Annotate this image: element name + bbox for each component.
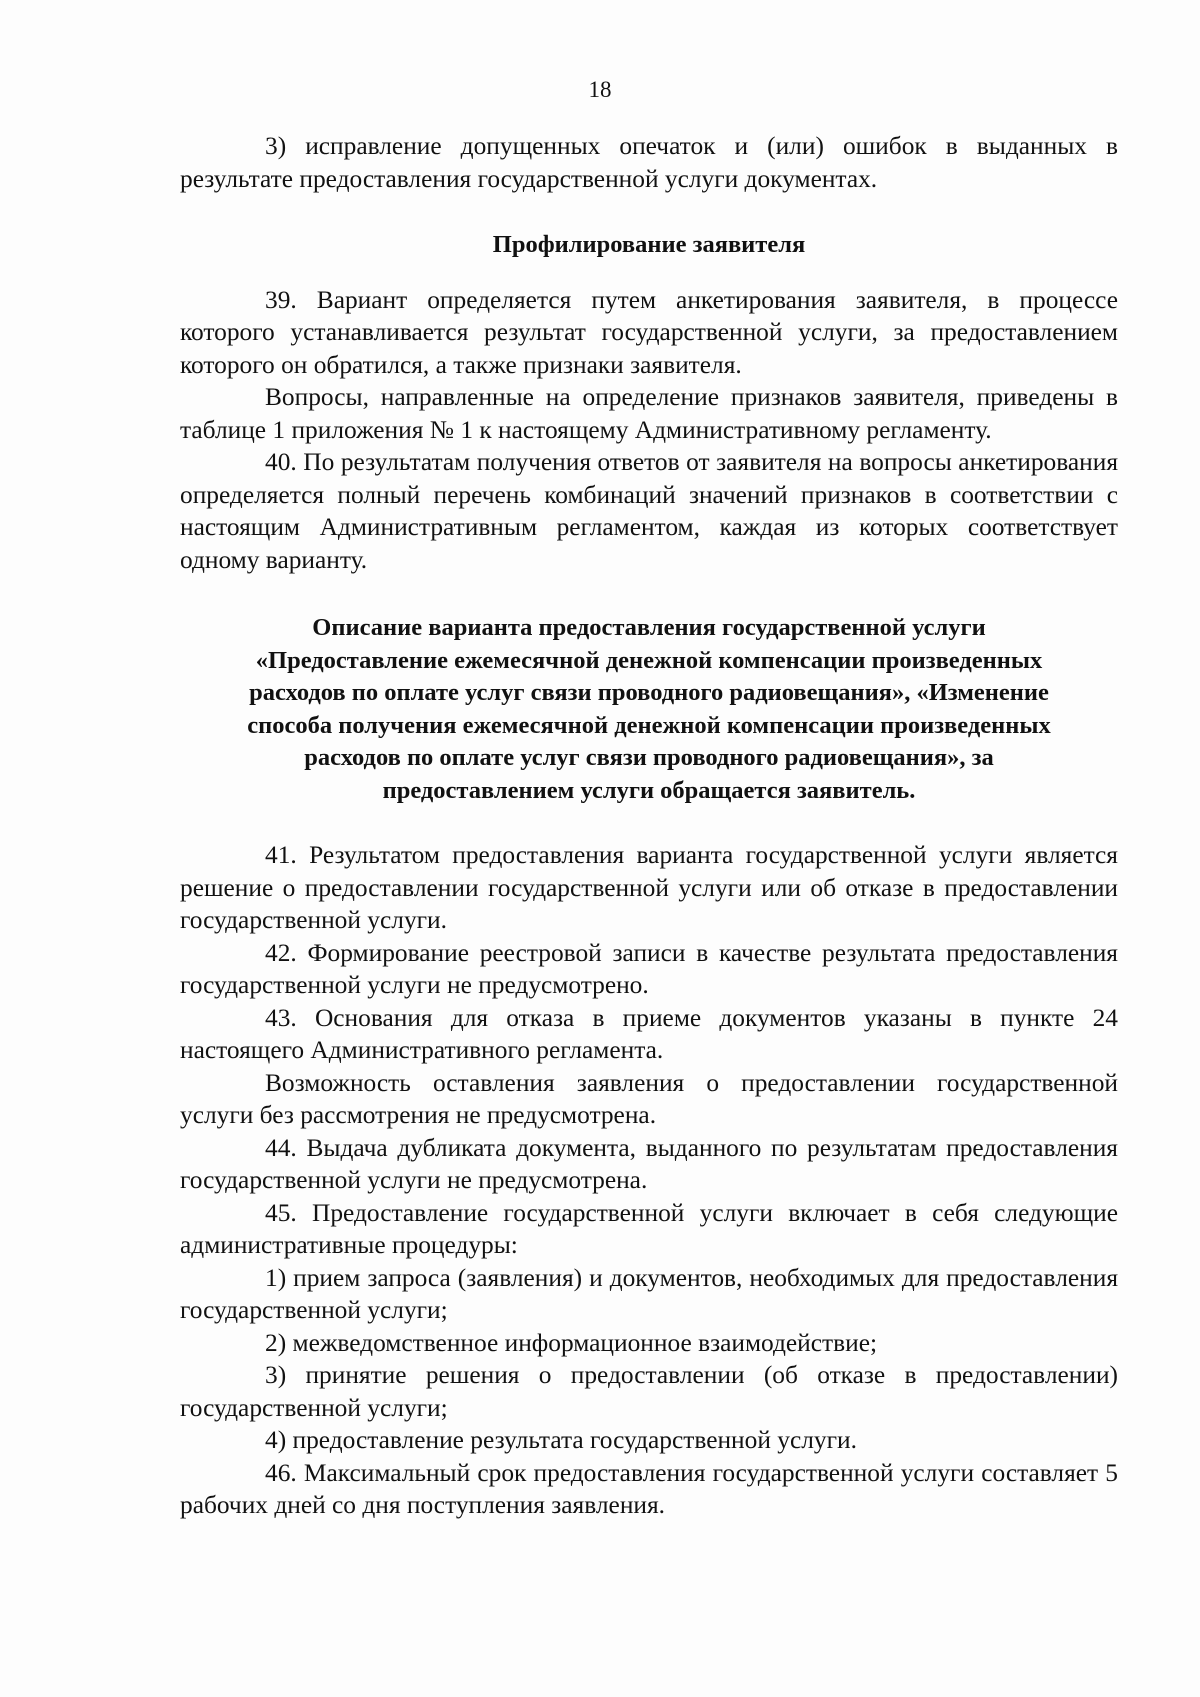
heading-line: способа получения ежемесячной денежной компенсации произведенных (247, 711, 1051, 739)
section-heading-profiling: Профилирование заявителя (492, 231, 806, 258)
heading-line: «Предоставление ежемесячной денежной компенсации произведенных (255, 646, 1043, 674)
paragraph-42: 42. Формирование реестровой записи в качестве результата предоставления государственной услуги не предусмотрено. (180, 938, 1118, 999)
heading-line: предоставлением услуги обращается заявитель. (382, 776, 916, 804)
paragraph-46: 46. Максимальный срок предоставления государственной услуги составляет 5 рабочих дней со дня поступления заявления. (180, 1458, 1118, 1519)
document-body (180, 130, 1118, 1522)
section-heading-variant-description (180, 612, 1118, 807)
heading-line: расходов по оплате услуг связи проводного радиовещания», за (304, 744, 994, 771)
paragraph-39: 39. Вариант определяется путем анкетирования заявителя, в процессе которого устанавливается результат государственной услуги, за предоставлением которого он обратился, а также признаки заявителя. (180, 285, 1118, 379)
paragraph-45: 45. Предоставление государственной услуги включает в себя следующие административные процедуры: (180, 1198, 1118, 1259)
paragraph-no-review: Возможность оставления заявления о предоставлении государственной услуги без рассмотрения не предусмотрена. (180, 1068, 1118, 1129)
list-item-procedure-2: 2) межведомственное информационное взаимодействие; (265, 1328, 878, 1357)
page-number: 18 (588, 77, 612, 102)
list-item-procedure-3: 3) принятие решения о предоставлении (об отказе в предоставлении) государственной услуги; (180, 1361, 1118, 1422)
paragraph-43: 43. Основания для отказа в приеме документов указаны в пункте 24 настоящего Административного регламента. (180, 1003, 1118, 1064)
paragraph-41: 41. Результатом предоставления варианта государственной услуги является решение о предоставлении государственной услуги или об отказе в предоставлении государственной услуги. (180, 841, 1118, 934)
heading-line: расходов по оплате услуг связи проводного радиовещания», «Изменение (249, 679, 1049, 706)
list-item-procedure-1: 1) прием запроса (заявления) и документов, необходимых для предоставления государственной услуги; (180, 1263, 1118, 1324)
paragraph-44: 44. Выдача дубликата документа, выданного по результатам предоставления государственной услуги не предусмотрена. (180, 1133, 1118, 1194)
paragraph-item-3-correction: 3) исправление допущенных опечаток и (или) ошибок в выданных в результате предоставления государственной услуги документах. (180, 132, 1118, 193)
heading-line: Описание варианта предоставления государственной услуги (312, 614, 986, 641)
paragraph-40: 40. По результатам получения ответов от заявителя на вопросы анкетирования определяется полный перечень комбинаций значений признаков в соответствии с настоящим Административным регламентом, каждая из которых соответствует одному варианту. (180, 448, 1118, 574)
paragraph-questions: Вопросы, направленные на определение признаков заявителя, приведены в таблице 1 приложения № 1 к настоящему Административному регламенту. (180, 383, 1118, 444)
list-item-procedure-4: 4) предоставление результата государственной услуги. (265, 1426, 857, 1454)
